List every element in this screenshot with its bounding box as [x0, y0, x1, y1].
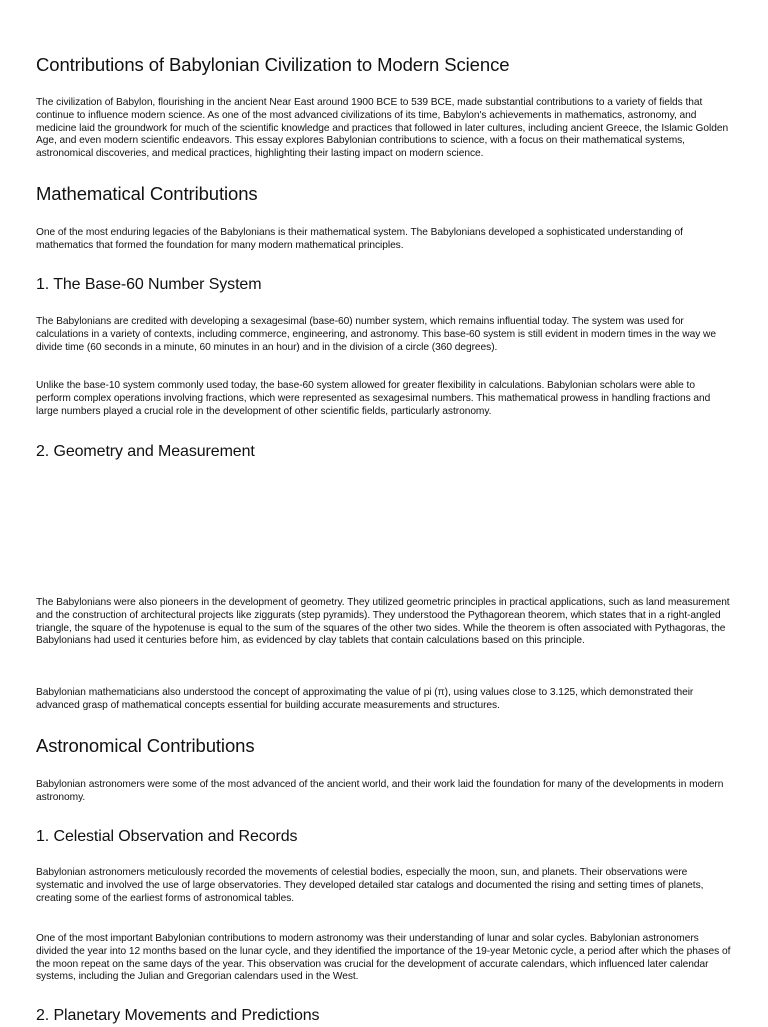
astro-intro-paragraph: Babylonian astronomers were some of the most advanced of the ancient world, and their work laid the foundation for many of the developments in modern astronomy.	[36, 779, 724, 803]
base60-paragraph-1: The Babylonians are credited with developing a sexagesimal (base-60) number system, which remains influential today. The system was used for calculations in a variety of contexts, including commerce, engineering, and astronomy. This base-60 system is still evident in modern times in the way we divide time (60 seconds in a minute, 60 minutes in an hour) and in the division of a circle (360 degrees).	[36, 316, 716, 353]
base60-paragraph-2: Unlike the base-10 system commonly used today, the base-60 system allowed for greater flexibility in calculations. Babylonian scholars were able to perform complex operations involving fractions, which were represented as sexagesimal numbers. This mathematical prowess in handling fractions and large numbers played a crucial role in the development of other scientific fields, particularly astronomy.	[36, 380, 711, 417]
geometry-paragraph-2: Babylonian mathematicians also understood the concept of approximating the value of pi (π), using values close to 3.125, which demonstrated their advanced grasp of mathematical concepts essential for building accurate measurements and structures.	[36, 687, 694, 711]
subsection-heading-celestial: 1. Celestial Observation and Records	[36, 828, 298, 845]
subsection-heading-planetary: 2. Planetary Movements and Predictions	[36, 1007, 320, 1024]
subsection-heading-geometry: 2. Geometry and Measurement	[36, 443, 255, 460]
section-heading-astro: Astronomical Contributions	[36, 735, 255, 756]
celestial-paragraph-1: Babylonian astronomers meticulously recorded the movements of celestial bodies, especially the moon, sun, and planets. Their observations were systematic and involved the use of large observatories. They developed detailed star catalogs and documented the rising and setting times of planets, creating some of the earliest forms of astronomical tables.	[36, 867, 704, 904]
celestial-paragraph-2: One of the most important Babylonian contributions to modern astronomy was their understanding of lunar and solar cycles. Babylonian astronomers divided the year into 12 months based on the lunar cycle, and they identified the importance of the 19-year Metonic cycle, a period after which the phases of the moon repeat on the same days of the year. This observation was crucial for the development of accurate calendars, which influenced later calendar systems, including the Julian and Gregorian calendars used in the West.	[36, 933, 731, 983]
intro-paragraph: The civilization of Babylon, flourishing in the ancient Near East around 1900 BCE to 539 BCE, made substantial contributions to a variety of fields that continue to influence modern science. As one of the most advanced civilizations of its time, Babylon's achievements in mathematics, astronomy, and medicine laid the groundwork for much of the scientific knowledge and practices that followed in later cultures, including ancient Greece, the Islamic Golden Age, and even modern scientific endeavors. This essay explores Babylonian contributions to science, with a focus on their mathematical systems, astronomical discoveries, and medical practices, highlighting their lasting impact on modern science.	[36, 97, 729, 160]
geometry-paragraph-1: The Babylonians were also pioneers in the development of geometry. They utilized geometric principles in practical applications, such as land measurement and the construction of architectural projects like ziggurats (step pyramids). They understood the Pythagorean theorem, which states that in a right-angled triangle, the square of the hypotenuse is equal to the sum of the squares of the other two sides. While the theorem is often associated with Pythagoras, the Babylonians had used it centuries before him, as evidenced by clay tablets that contain calculations based on this principle.	[36, 597, 730, 647]
section-heading-math: Mathematical Contributions	[36, 183, 258, 204]
subsection-heading-base60: 1. The Base-60 Number System	[36, 276, 262, 293]
math-intro-paragraph: One of the most enduring legacies of the Babylonians is their mathematical system. The Babylonians developed a sophisticated understanding of mathematics that formed the foundation for many modern mathematical principles.	[36, 227, 683, 251]
document-title: Contributions of Babylonian Civilization to Modern Science	[36, 54, 510, 75]
